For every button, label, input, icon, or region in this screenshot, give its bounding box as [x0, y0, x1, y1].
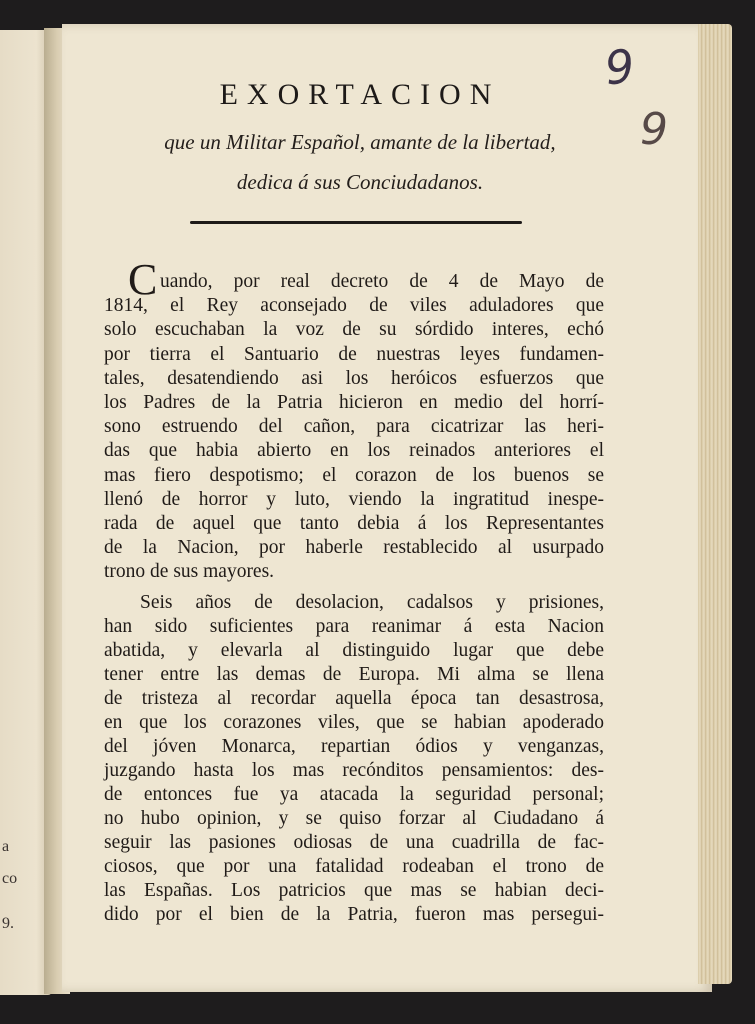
page-edges — [698, 24, 732, 984]
handwritten-page-number: 9 — [602, 38, 638, 96]
text-line: mas fiero despotismo; el corazon de los buenos se — [104, 464, 604, 486]
text-line: juzgando hasta los mas recónditos pensamientos: des- — [104, 760, 604, 781]
text-line: las Españas. Los patricios que mas se habian deci- — [104, 880, 604, 901]
document-title: EXORTACION — [219, 78, 501, 111]
text-line: en que los corazones viles, que se habian apoderado — [104, 712, 604, 733]
text-line: no hubo opinion, y se quiso forzar al Ciudadano á — [104, 808, 604, 829]
text-line: tales, desatendiendo asi los heróicos esfuerzos que — [104, 367, 604, 389]
text-line: sono estruendo del cañon, para cicatrizar las heri- — [104, 416, 604, 438]
text-line: del jóven Monarca, repartian ódios y venganzas, — [104, 736, 604, 757]
left-page-fragment: a — [2, 838, 10, 855]
text-line: trono de sus mayores. — [104, 561, 275, 583]
subtitle-line-1: que un Militar Español, amante de la libertad, — [164, 130, 556, 154]
text-line: seguir las pasiones odiosas de una cuadrilla de fac- — [104, 832, 604, 853]
text-line: uando, por real decreto de 4 de Mayo de — [160, 271, 604, 292]
left-page-fragment: 9. — [2, 915, 14, 932]
text-line: por tierra el Santuario de nuestras leyes fundamen- — [104, 343, 604, 365]
text-line: de tristeza al recordar aquella época tan desastrosa, — [104, 688, 604, 709]
title-rule — [190, 221, 522, 224]
text-line: das que habia abierto en los reinados anteriores el — [104, 440, 604, 462]
subtitle-line-2: dedica á sus Conciudadanos. — [236, 170, 484, 194]
text-line: tener entre las demas de Europa. Mi alma se llena — [104, 664, 604, 685]
text-line: de entonces fue ya atacada la seguridad personal; — [104, 784, 604, 805]
left-page-fragment: co — [2, 870, 18, 887]
text-line: llenó de horror y luto, viendo la ingratitud inespe- — [104, 488, 604, 510]
text-line: solo escuchaban la voz de su sórdido interes, echó — [104, 319, 604, 341]
text-line: abatida, y elevarla al distinguido lugar que debe — [104, 640, 604, 661]
text-line: dido por el bien de la Patria, fueron mas persegui- — [104, 904, 604, 925]
text-line: han sido suficientes para reanimar á esta Nacion — [104, 616, 604, 637]
text-line: de la Nacion, por haberle restablecido al usurpado — [104, 537, 604, 559]
text-line: Seis años de desolacion, cadalsos y prisiones, — [140, 592, 604, 613]
text-line: rada de aquel que tanto debia á los Representantes — [104, 513, 604, 534]
text-line: los Padres de la Patria hicieron en medio del horrí- — [104, 392, 604, 413]
text-line: ciosos, que por una fatalidad rodeaban el trono de — [104, 856, 604, 877]
drop-cap: C — [128, 255, 158, 304]
text-line: 1814, el Rey aconsejado de viles aduladores que — [104, 295, 604, 317]
pencil-page-number: 9 — [640, 104, 668, 155]
